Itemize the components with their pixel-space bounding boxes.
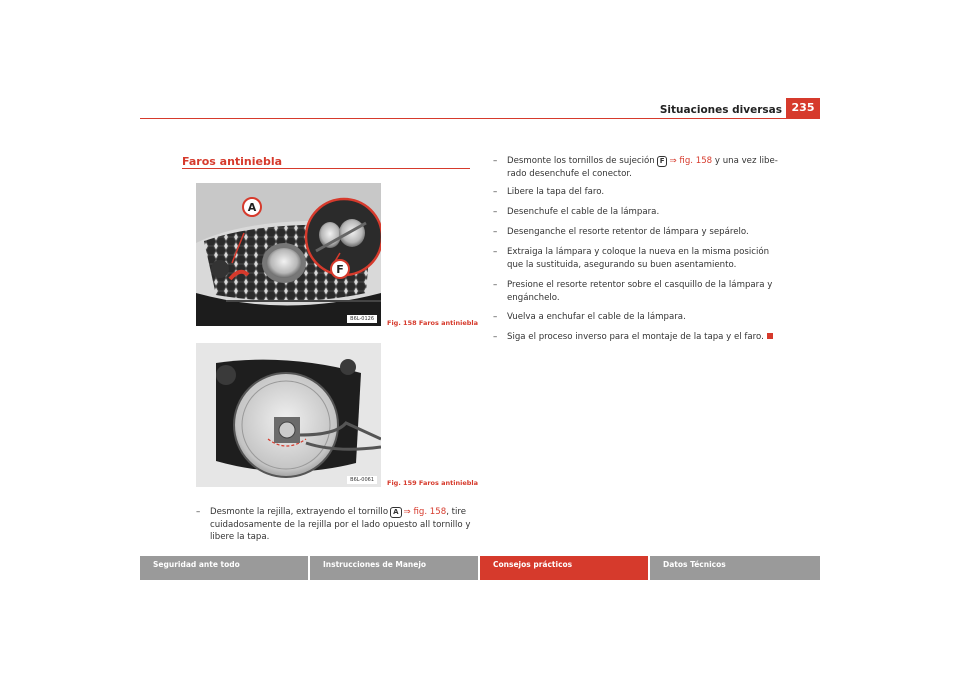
right-step-1: – Desmonte los tornillos de sujeción F ⇒ fig. 158 y una vez libe- rado desenchufe el conector. — [493, 156, 778, 179]
figure-158-image — [196, 183, 381, 326]
footer-tab-seguridad[interactable]: Seguridad ante todo — [140, 556, 308, 580]
section-rule — [182, 168, 470, 169]
header-title: Situaciones diversas — [659, 104, 782, 116]
figure-159-image — [196, 343, 381, 487]
right-step-7: – Vuelva a enchufar el cable de la lámpara. — [493, 312, 686, 322]
fig-158-link[interactable]: ⇒ fig. 158 — [403, 507, 447, 517]
end-of-section-icon — [767, 333, 773, 339]
footer-tab-instrucciones[interactable]: Instrucciones de Manejo — [310, 556, 478, 580]
fog-light-bumper-illustration — [196, 183, 381, 326]
figure-158-caption: Fig. 158 Faros antiniebla — [387, 319, 479, 327]
figure-label-a: A — [247, 201, 257, 214]
right-step-5: – Extraiga la lámpara y coloque la nueva en la misma posición que la sustituida, asegurando su buen asentamiento. — [493, 247, 770, 270]
right-step-2: – Libere la tapa del faro. — [493, 187, 605, 197]
badge-f: F — [657, 156, 668, 167]
page-number: 235 — [786, 98, 820, 118]
right-step-6: – Presione el resorte retentor sobre el casquillo de la lámpara y engánchelo. — [493, 280, 773, 303]
fig-158-link-2[interactable]: ⇒ fig. 158 — [669, 156, 713, 166]
fog-lamp-bulb-illustration — [196, 343, 381, 487]
header-rule — [140, 118, 820, 119]
footer-tab-datos[interactable]: Datos Técnicos — [650, 556, 820, 580]
section-title: Faros antiniebla — [182, 155, 283, 168]
right-step-3: – Desenchufe el cable de la lámpara. — [493, 207, 660, 217]
right-step-8: – Siga el proceso inverso para el montaje de la tapa y el faro. — [493, 331, 783, 344]
figure-label-f: F — [336, 263, 344, 276]
figure-159-code: B6L-0061 — [347, 476, 377, 484]
right-step-4: – Desenganche el resorte retentor de lámpara y sepárelo. — [493, 227, 749, 237]
left-step-1: – Desmonte la rejilla, extrayendo el tornillo A ⇒ fig. 158, tire cuidadosamente de la rejilla por el lado opuesto all tornillo y libere la tapa. — [196, 507, 471, 542]
figure-158-code: B6L-0126 — [347, 315, 377, 323]
badge-a: A — [390, 507, 401, 518]
figure-159-caption: Fig. 159 Faros antiniebla — [387, 479, 479, 487]
footer-tab-consejos[interactable]: Consejos prácticos — [480, 556, 648, 580]
